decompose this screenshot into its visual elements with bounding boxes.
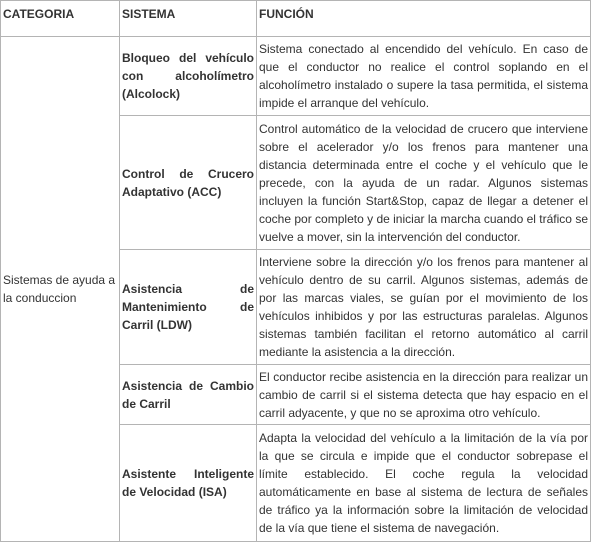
- system-cell-ldw: Asistencia de Mantenimiento de Carril (LDW): [120, 250, 257, 365]
- function-cell-ldw: Interviene sobre la dirección y/o los frenos para mantener al vehículo dentro de su carril. Algunos sistemas, además de por las marcas viales, se guían por el movimiento de los vehículos inhibidos y por las estructuras paralelas. Algunos sistemas también facilitan el retorno automático al carril mediante la asistencia a la dirección.: [257, 250, 591, 365]
- header-system: SISTEMA: [120, 1, 257, 37]
- function-cell-lane-change: El conductor recibe asistencia en la dirección para realizar un cambio de carril si el sistema detecta que hay espacio en el carril adyacente, y que no se aproxima otro vehículo.: [257, 365, 591, 425]
- system-cell-alcolock: Bloqueo del vehículo con alcoholímetro (Alcolock): [120, 37, 257, 116]
- category-cell: Sistemas de ayuda a la conduccion: [1, 37, 120, 542]
- table-body: [1, 37, 591, 542]
- system-cell-acc: Control de Crucero Adaptativo (ACC): [120, 116, 257, 250]
- system-cell-isa: Asistente Inteligente de Velocidad (ISA): [120, 425, 257, 542]
- function-cell-acc: Control automático de la velocidad de crucero que interviene sobre el acelerador y/o los frenos para mantener una distancia determinada entre el coche y el vehículo que le precede, con la ayuda de un radar. Algunos sistemas incluyen la función Start&Stop, capaz de llegar a detener el coche por completo y de iniciar la marcha cuando el tráfico se vuelve a mover, sin la intervención del conductor.: [257, 116, 591, 250]
- function-cell-alcolock: Sistema conectado al encendido del vehículo. En caso de que el conductor no realice el control soplando en el alcoholímetro instalado o supere la tasa permitida, el sistema impide el arranque del vehículo.: [257, 37, 591, 116]
- header-function: FUNCIÓN: [257, 1, 591, 37]
- header-category: CATEGORIA: [1, 1, 120, 37]
- header-row: [1, 1, 591, 37]
- table-row: [1, 37, 591, 116]
- system-cell-lane-change: Asistencia de Cambio de Carril: [120, 365, 257, 425]
- table-header: [1, 1, 591, 37]
- function-cell-isa: Adapta la velocidad del vehículo a la limitación de la vía por la que se circula e impide que el conductor sobrepase el límite establecido. El coche regula la velocidad automáticamente en base al sistema de lectura de señales de tráfico ya la información sobre la limitación de velocidad de la vía que tiene el sistema de navegación.: [257, 425, 591, 542]
